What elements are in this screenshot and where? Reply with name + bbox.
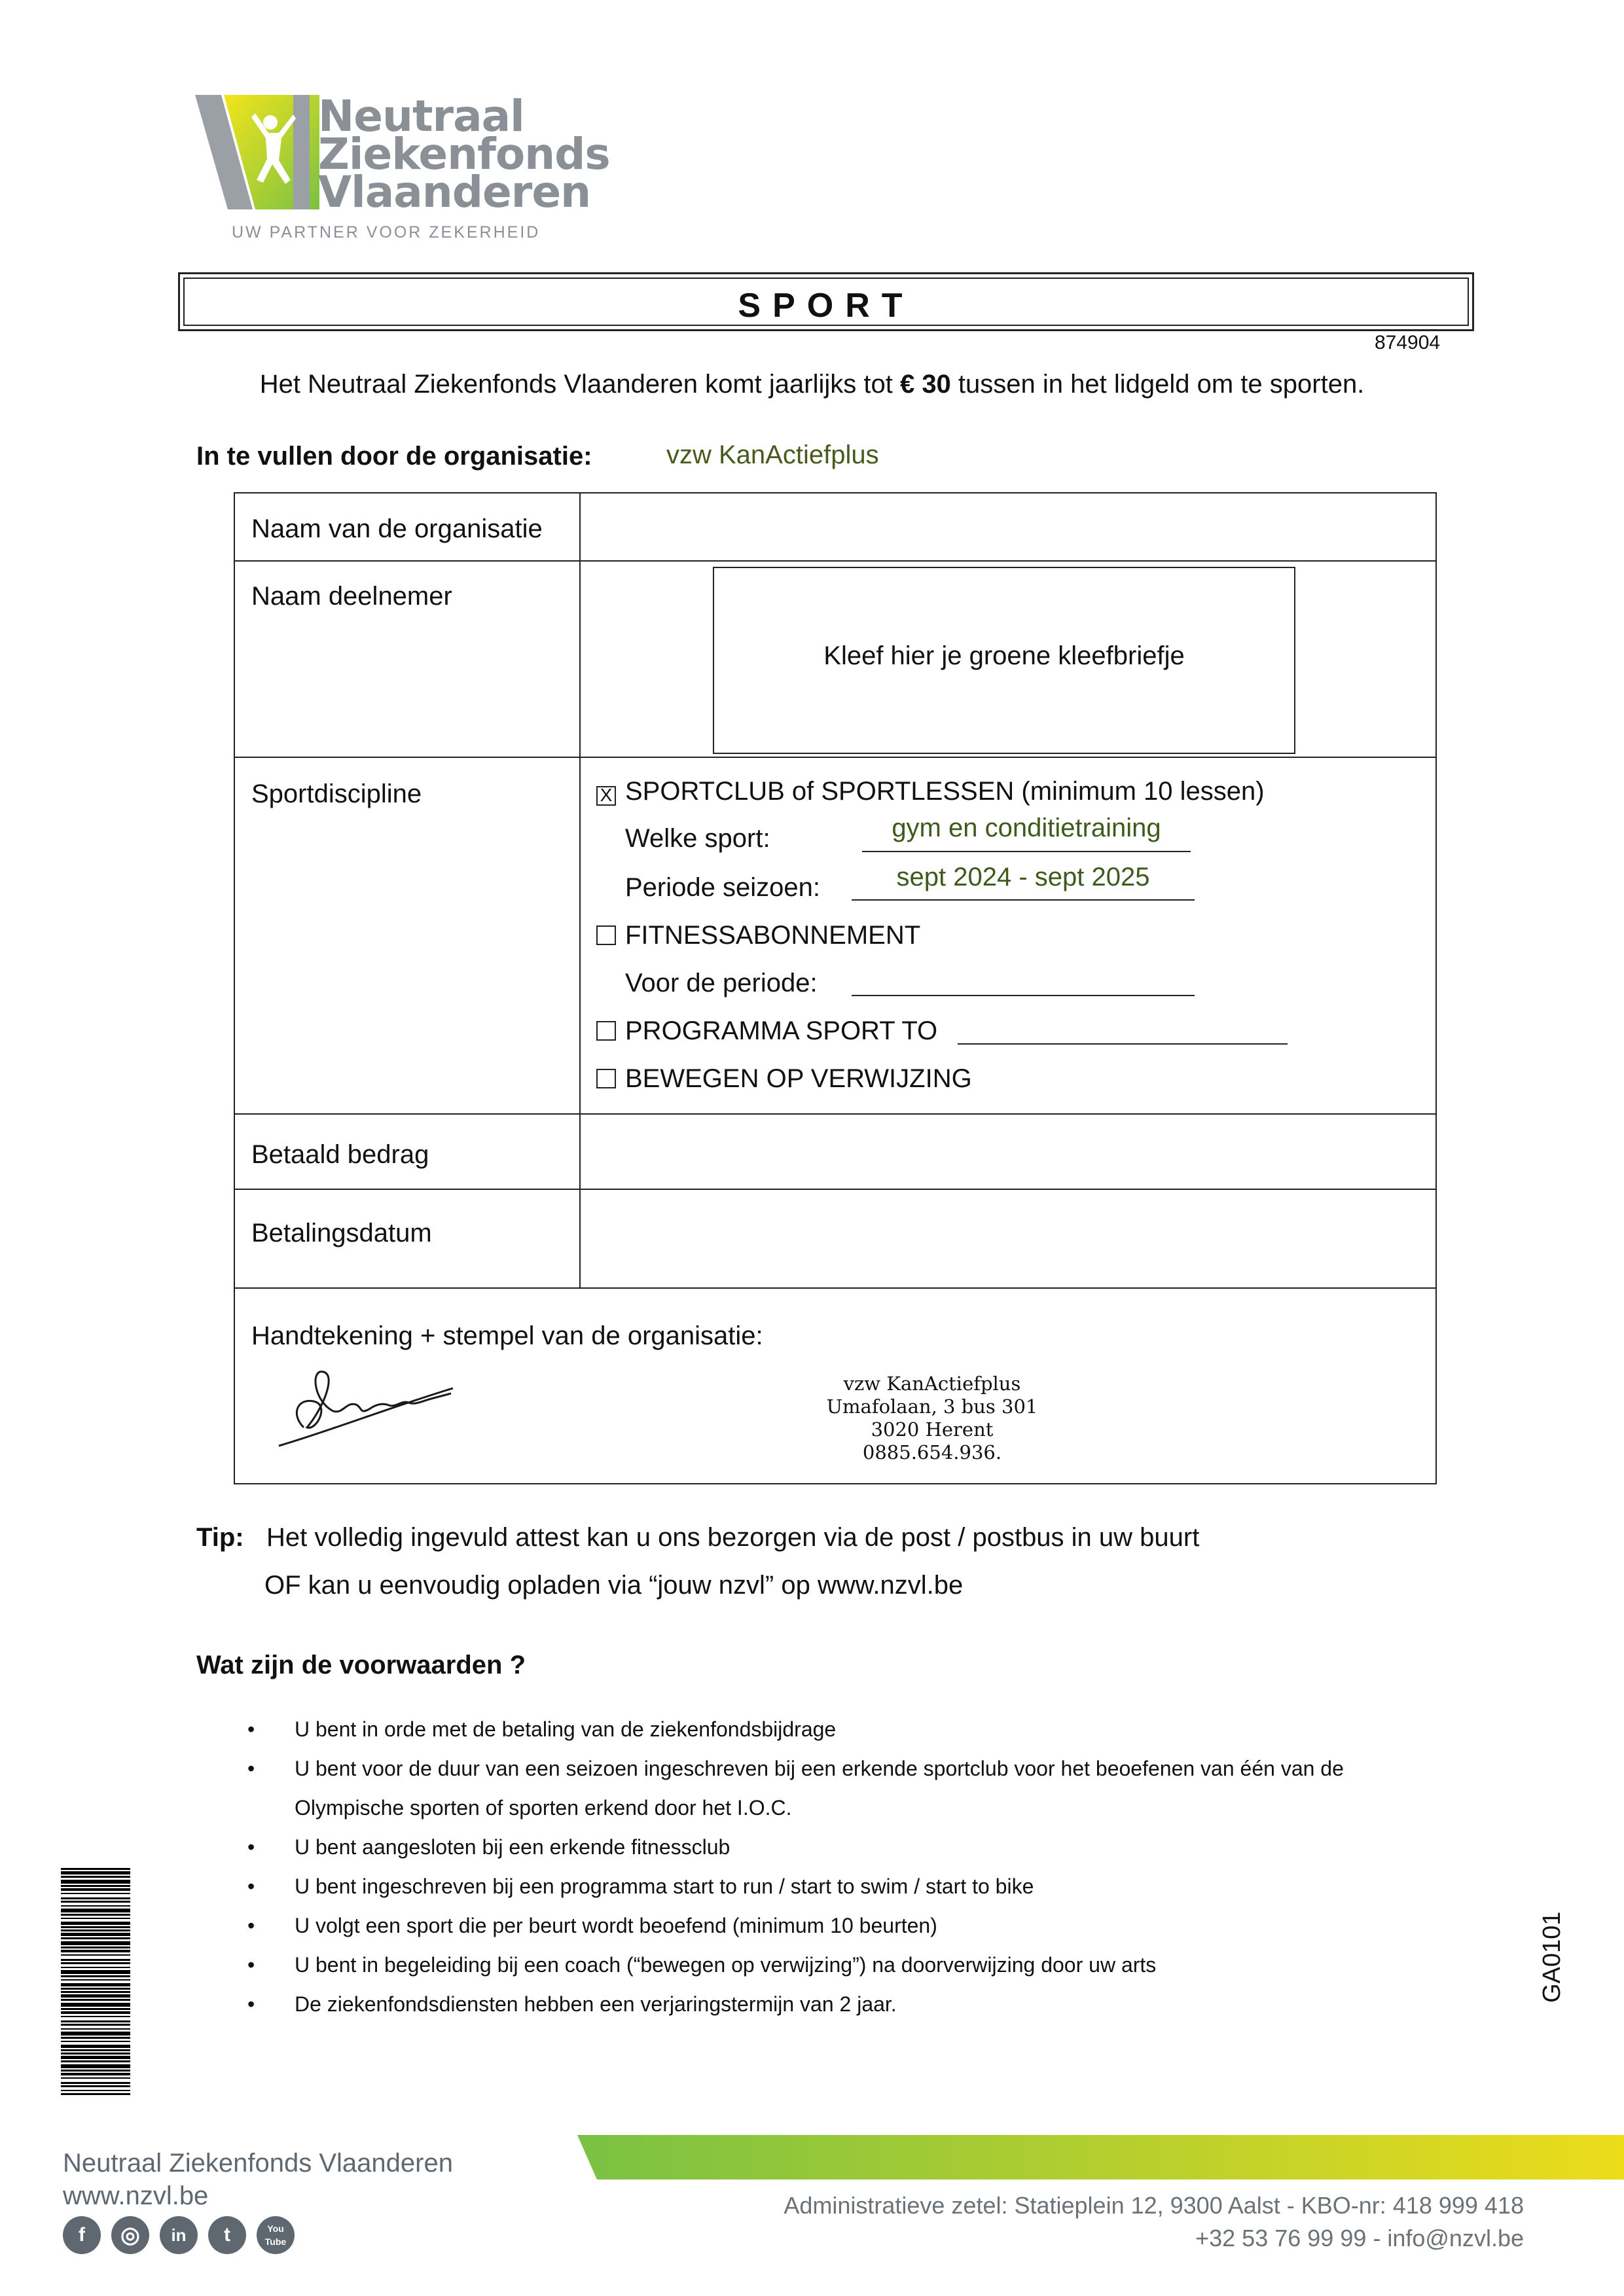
option-referral-label: BEWEGEN OP VERWIJZING	[625, 1064, 972, 1093]
list-item: • U volgt een sport die per beurt wordt beoefend (minimum 10 beurten)	[247, 1914, 937, 1937]
twitter-icon[interactable]: t	[208, 2216, 246, 2254]
label-org-name: Naam van de organisatie	[251, 514, 543, 543]
label-amount: Betaald bedrag	[251, 1140, 429, 1169]
fitness-period-label: Voor de periode:	[625, 969, 818, 997]
option-sportclub[interactable]	[596, 777, 1265, 806]
list-item: • De ziekenfondsdiensten hebben een verjaringstermijn van 2 jaar.	[247, 1992, 897, 2016]
intro-text	[0, 370, 1624, 399]
conditions-title: Wat zijn de voorwaarden ?	[196, 1651, 526, 1679]
list-item: • U bent ingeschreven bij een programma start to run / start to swim / start to bike	[247, 1874, 1034, 1898]
field-amount[interactable]	[588, 1122, 1426, 1185]
label-participant: Naam deelnemer	[251, 582, 452, 611]
logo-word-1: Neutraal	[318, 91, 524, 141]
referral-checkbox[interactable]	[596, 1069, 616, 1088]
label-signature: Handtekening + stempel van de organisatie:	[251, 1321, 763, 1350]
logo-word-3: Vlaanderen	[318, 167, 591, 217]
intro-before: Het Neutraal Ziekenfonds Vlaanderen komt jaarlijks tot	[259, 370, 900, 399]
title-box	[178, 272, 1474, 331]
footer-contact-line: +32 53 76 99 99 - info@nzvl.be	[1195, 2225, 1524, 2251]
list-item: • U bent aangesloten bij een erkende fitnessclub	[247, 1835, 731, 1859]
org-section-value[interactable]: vzw KanActiefplus	[666, 440, 879, 469]
tip-label: Tip:	[196, 1523, 244, 1552]
footer-address-line-1: Administratieve zetel: Statieplein 12, 9300 Aalst - KBO-nr: 418 999 418	[784, 2192, 1524, 2219]
logo-word-2: Ziekenfonds	[318, 129, 610, 179]
option-fitness[interactable]	[596, 921, 920, 950]
label-date: Betalingsdatum	[251, 1219, 432, 1247]
instagram-icon[interactable]: ◎	[111, 2216, 149, 2254]
sticker-text: Kleef hier je groene kleefbriefje	[823, 641, 1185, 670]
tip-line-2: OF kan u eenvoudig opladen via “jouw nzvl” op www.nzvl.be	[264, 1571, 964, 1600]
footer-url[interactable]: www.nzvl.be	[63, 2181, 209, 2210]
nzvl-logo	[195, 91, 610, 245]
form-code: 874904	[1375, 332, 1441, 353]
which-sport-line	[862, 851, 1191, 852]
logo-mark-icon	[195, 95, 319, 209]
conditions-list	[247, 1710, 1426, 2024]
linkedin-icon[interactable]: in	[160, 2216, 198, 2254]
period-line	[852, 899, 1195, 901]
page-title: SPORT	[738, 287, 914, 325]
list-item: • U bent voor de duur van een seizoen ingeschreven bij een erkende sportclub voor het beoefenen van één van de Olympische sporten of sporten erkend door het I.O.C.	[247, 1757, 1344, 1820]
footer-address	[746, 2189, 1524, 2255]
program-line[interactable]	[958, 1043, 1288, 1045]
option-referral[interactable]	[596, 1064, 972, 1094]
sportclub-checkbox[interactable]: X	[596, 786, 616, 806]
stamp-line-3: 3020 Herent	[871, 1418, 994, 1441]
fitness-checkbox[interactable]	[596, 925, 616, 945]
side-code: GA0101	[1538, 1911, 1566, 2003]
field-date[interactable]	[588, 1198, 1426, 1283]
option-sportclub-label: SPORTCLUB of SPORTLESSEN (minimum 10 lessen)	[625, 777, 1265, 806]
label-discipline: Sportdiscipline	[251, 780, 422, 808]
stamp-line-1: vzw KanActiefplus	[843, 1372, 1021, 1395]
facebook-icon[interactable]: f	[63, 2216, 101, 2254]
option-fitness-label: FITNESSABONNEMENT	[625, 921, 921, 950]
intro-after: tussen in het lidgeld om te sporten.	[950, 370, 1365, 399]
which-sport-value[interactable]: gym en conditietraining	[892, 814, 1161, 842]
logo-tagline: UW PARTNER VOOR ZEKERHEID	[232, 223, 541, 242]
youtube-icon[interactable]: You Tube	[257, 2216, 295, 2254]
stamp-line-4: 0885.654.936.	[862, 1441, 1002, 1463]
list-item: • U bent in begeleiding bij een coach (“bewegen op verwijzing”) na doorverwijzing door uw arts	[247, 1953, 1157, 1977]
org-section-label: In te vullen door de organisatie:	[196, 442, 592, 471]
barcode-image	[61, 1868, 130, 2095]
sticker-area	[713, 567, 1295, 754]
form-table	[234, 492, 1437, 1484]
footer-gradient-bar	[577, 2135, 1624, 2179]
which-sport-label: Welke sport:	[625, 824, 770, 853]
period-value[interactable]: sept 2024 - sept 2025	[896, 863, 1150, 891]
program-checkbox[interactable]	[596, 1021, 616, 1041]
tip-line-1: Het volledig ingevuld attest kan u ons bezorgen via de post / postbus in uw buurt	[266, 1523, 1200, 1552]
period-label: Periode seizoen:	[625, 873, 820, 902]
intro-amount: € 30	[899, 370, 951, 399]
option-program[interactable]	[596, 1016, 937, 1046]
list-item: • U bent in orde met de betaling van de ziekenfondsbijdrage	[247, 1717, 837, 1741]
footer-org-name: Neutraal Ziekenfonds Vlaanderen	[63, 2149, 453, 2178]
field-org-name[interactable]	[588, 500, 1426, 555]
option-program-label: PROGRAMMA SPORT TO	[625, 1016, 938, 1045]
signature-image	[278, 1362, 461, 1454]
fitness-period-line[interactable]	[852, 995, 1195, 996]
stamp-line-2: Umafolaan, 3 bus 301	[826, 1395, 1038, 1418]
